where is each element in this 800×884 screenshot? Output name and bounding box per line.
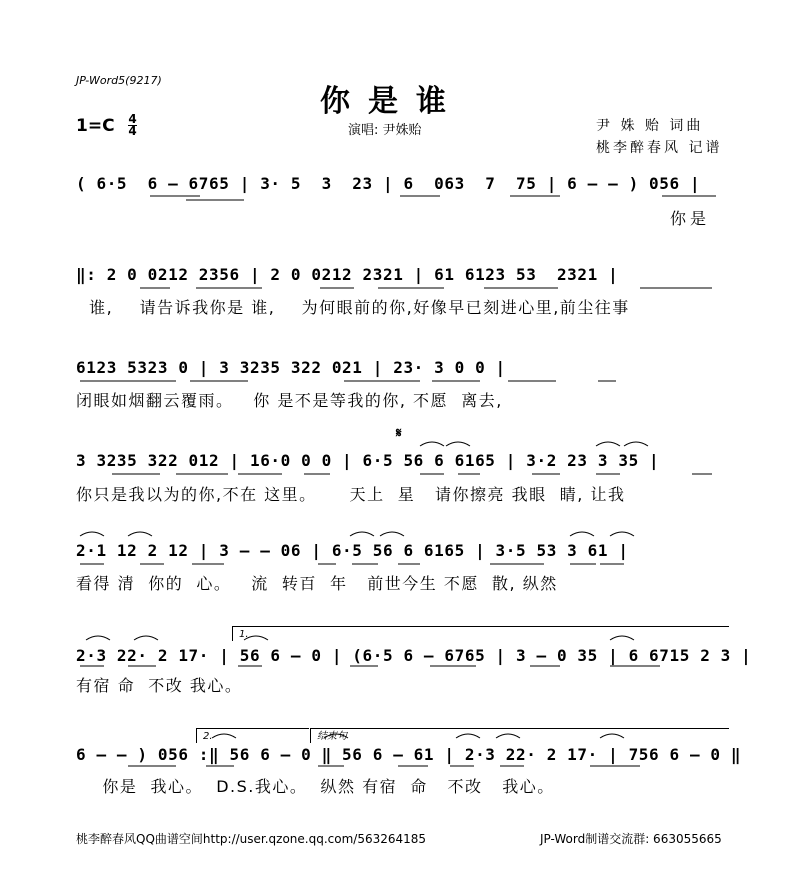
footer-left: 桃李醉春风QQ曲谱空间http://user.qzone.qq.com/563264185	[76, 832, 427, 846]
tie-marks-6	[86, 636, 634, 640]
notation-line-5: 2·1 12 2 12 | 3 – – 06 | 6·5 56 6 6165 | 3·5 53 3 61 |	[76, 541, 629, 560]
notation-line-7: 6 – – ) 056 :‖ 56 6 – 0 ‖ 56 6 – 61 | 2·3 22· 2 17· | 756 6 – 0 ‖	[76, 745, 742, 764]
notation-line-6: 2·3 22· 2 17· | 56 6 – 0 | (6·5 6 – 6765 | 3 – 0 35 | 6 6715 2 3 |	[76, 646, 752, 665]
volta-second-ending: 2.	[196, 728, 309, 743]
notation-line-2: ‖: 2 0 0212 2356 | 2 0 0212 2321 | 61 6123 53 2321 |	[76, 265, 619, 284]
key-signature: 1=C	[76, 116, 115, 136]
tie-marks-7	[212, 734, 624, 738]
notation-line-3: 6123 5323 0 | 3 3235 322 021 | 23· 3 0 0 |	[76, 358, 506, 377]
lyrics-line-1: 你是	[670, 209, 711, 228]
tie-marks-5	[80, 532, 634, 536]
transcriber-credit: 桃李醉春风 记谱	[596, 140, 723, 156]
lyrics-line-3: 闭眼如烟翻云覆雨。 你 是不是等我的你, 不愿 离去,	[76, 391, 503, 410]
notation-line-4: 3 3235 322 012 | 16·0 0 0 | 6·5 56 6 6165 | 3·2 23 3 35 |	[76, 451, 660, 470]
time-top: 4	[128, 112, 137, 126]
underline-marks-1	[150, 196, 716, 200]
lyrics-line-6: 有宿 命 不改 我心。	[76, 676, 243, 695]
footer-right: JP-Word制谱交流群: 663055665	[540, 832, 722, 846]
lyrics-line-2: 谁, 请告诉我你是 谁, 为何眼前的你,好像早已刻进心里,前尘往事	[76, 298, 630, 317]
coda-label: 结束句	[310, 728, 729, 743]
time-bottom: 4	[128, 124, 137, 138]
volta-first-ending: 1.	[232, 626, 729, 641]
tie-marks-4	[420, 442, 648, 446]
singer-credit: 演唱: 尹姝贻	[348, 123, 422, 138]
segno-sign: 𝄋	[396, 426, 402, 441]
lyrics-line-7: 你是 我心。 D.S.我心。 纵然 有宿 命 不改 我心。	[76, 777, 555, 796]
notation-line-1: ( 6·5 6 – 6765 | 3· 5 3 23 | 6 063 7 75 | 6 – – ) 056 |	[76, 174, 701, 193]
lyrics-line-5: 看得 清 你的 心。 流 转百 年 前世今生 不愿 散, 纵然	[76, 574, 558, 593]
lyrics-line-4: 你只是我以为的你,不在 这里。 天上 星 请你擦亮 我眼 睛, 让我	[76, 485, 626, 504]
software-label: JP-Word5(9217)	[76, 74, 162, 87]
composer-credit: 尹 姝 贻 词曲	[596, 118, 704, 134]
song-title: 你是谁	[320, 84, 464, 119]
